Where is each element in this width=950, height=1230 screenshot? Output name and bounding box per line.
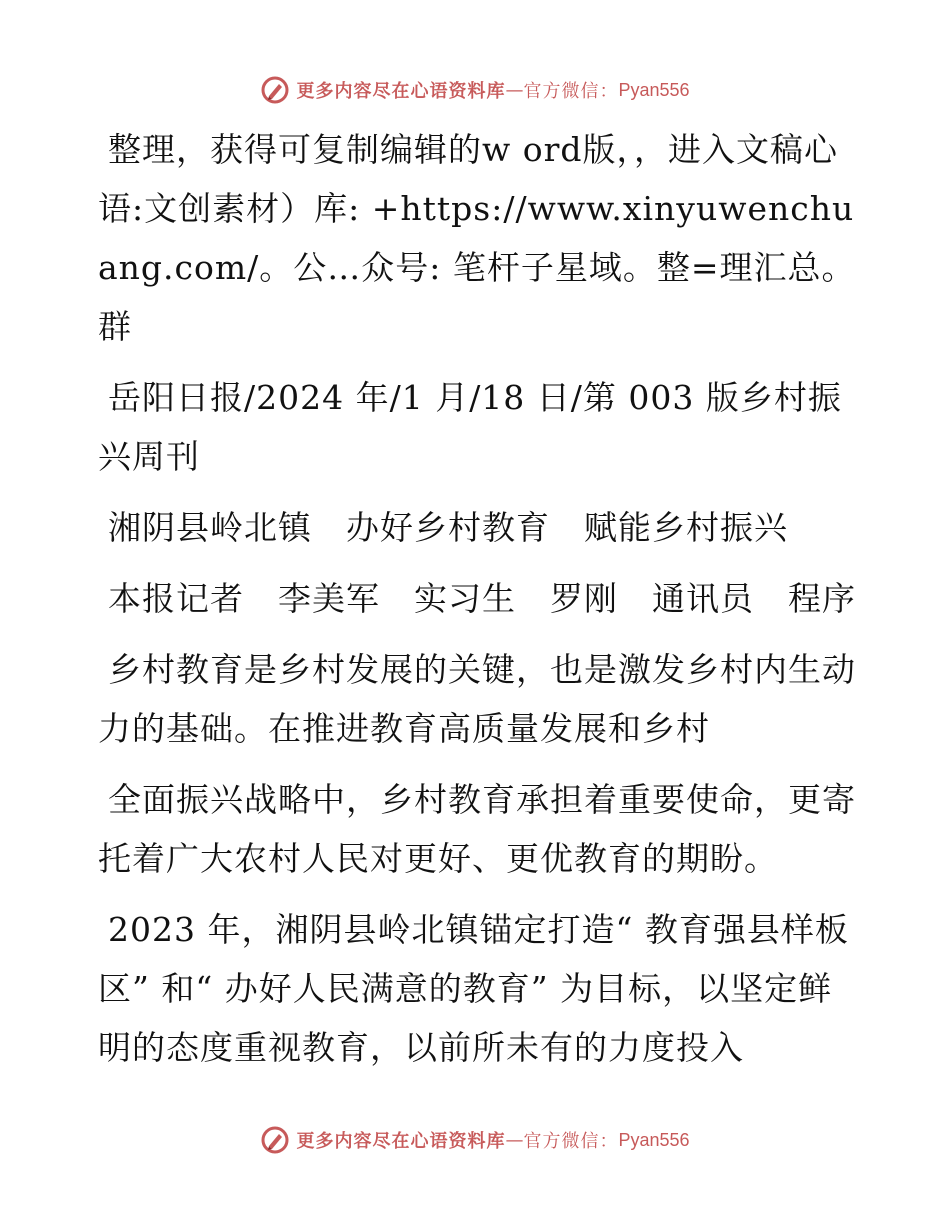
watermark-wechat-id: Pyan556 — [618, 1129, 690, 1150]
paragraph-body-2: 全面振兴战略中，乡村教育承担着重要使命，更寄托着广大农村人民对更好、更优教育的期盼。 — [98, 780, 856, 878]
watermark-wechat-id: Pyan556 — [618, 79, 690, 100]
footer-watermark — [0, 1120, 950, 1160]
paragraph-source: 岳阳日报/2024 年/1 月/18 日/第 003 版乡村振兴周刊 — [98, 378, 842, 476]
watermark-wechat-label: 官方微信： — [523, 1131, 619, 1152]
pen-logo-icon — [260, 1125, 290, 1155]
paragraph-body-1: 乡村教育是乡村发展的关键，也是激发乡村内生动力的基础。在推进教育高质量发展和乡村 — [98, 650, 856, 748]
article-title: 湘阴县岭北镇 办好乡村教育 赋能乡村振兴 — [108, 508, 788, 547]
header-watermark — [0, 70, 950, 110]
paragraph-body-3: 2023 年，湘阴县岭北镇锚定打造“ 教育强县样板区” 和“ 办好人民满意的教育” 为目标，以坚定鲜明的态度重视教育，以前所未有的力度投入 — [98, 910, 849, 1067]
watermark-dash: — — [505, 1129, 524, 1151]
pen-logo-icon — [260, 75, 290, 105]
document-body — [98, 120, 858, 1089]
paragraph-intro: 整理，获得可复制编辑的w ord版，，进入文稿心语:文创素材）库: +https://www.xinyuwenchuang.com/。公…众号: 笔杆子星域。整=理汇总。群 — [98, 130, 856, 346]
watermark-dash: — — [505, 79, 524, 101]
watermark-main-text: 更多内容尽在心语资料库 — [296, 1131, 506, 1152]
article-byline: 本报记者 李美军 实习生 罗刚 通讯员 程序 — [108, 579, 856, 618]
watermark-wechat-label: 官方微信： — [523, 81, 619, 102]
watermark-main-text: 更多内容尽在心语资料库 — [296, 81, 506, 102]
